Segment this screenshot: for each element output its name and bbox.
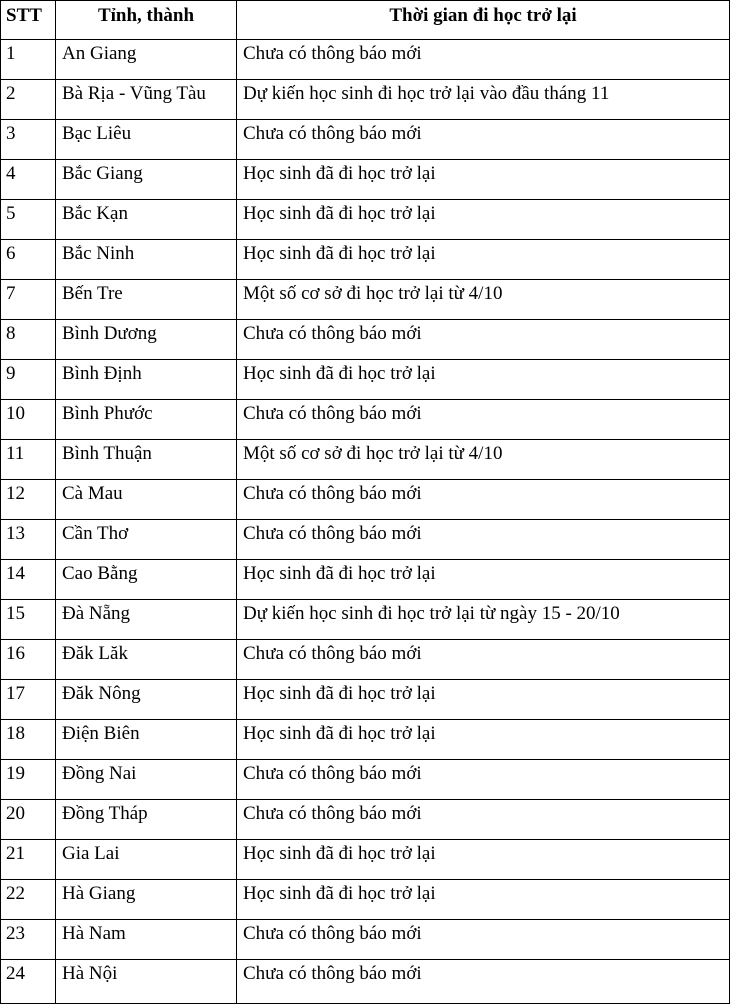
table-row [1,200,730,240]
cell-stt: 2 [1,80,56,120]
table-row [1,840,730,880]
table-row [1,920,730,960]
cell-stt: 24 [1,960,56,1004]
cell-province: Bến Tre [56,280,237,320]
table-row [1,880,730,920]
cell-stt: 16 [1,640,56,680]
table-row [1,360,730,400]
cell-time: Một số cơ sở đi học trở lại từ 4/10 [237,280,730,320]
cell-province: Đăk Lăk [56,640,237,680]
cell-province: Bình Định [56,360,237,400]
cell-time: Một số cơ sở đi học trở lại từ 4/10 [237,440,730,480]
cell-province: Hà Nội [56,960,237,1004]
cell-time: Chưa có thông báo mới [237,400,730,440]
header-province: Tỉnh, thành [56,1,237,40]
cell-stt: 5 [1,200,56,240]
cell-time: Chưa có thông báo mới [237,520,730,560]
header-stt: STT [1,1,56,40]
cell-stt: 21 [1,840,56,880]
cell-province: Bắc Ninh [56,240,237,280]
cell-time: Chưa có thông báo mới [237,40,730,80]
cell-stt: 12 [1,480,56,520]
cell-time: Học sinh đã đi học trở lại [237,360,730,400]
cell-stt: 14 [1,560,56,600]
cell-province: Đăk Nông [56,680,237,720]
cell-time: Chưa có thông báo mới [237,120,730,160]
cell-stt: 15 [1,600,56,640]
table-row [1,440,730,480]
cell-province: Đà Nẵng [56,600,237,640]
cell-time: Dự kiến học sinh đi học trở lại vào đầu tháng 11 [237,80,730,120]
cell-stt: 18 [1,720,56,760]
table-row [1,120,730,160]
table-row [1,320,730,360]
cell-stt: 4 [1,160,56,200]
cell-province: Điện Biên [56,720,237,760]
cell-province: Bà Rịa - Vũng Tàu [56,80,237,120]
cell-province: Bình Thuận [56,440,237,480]
cell-stt: 17 [1,680,56,720]
cell-stt: 1 [1,40,56,80]
table-row [1,480,730,520]
table-row [1,680,730,720]
table-row [1,600,730,640]
cell-province: Đồng Tháp [56,800,237,840]
cell-stt: 3 [1,120,56,160]
cell-time: Chưa có thông báo mới [237,920,730,960]
table-row [1,280,730,320]
cell-province: Hà Giang [56,880,237,920]
table-header-row [1,1,730,40]
cell-stt: 6 [1,240,56,280]
cell-time: Học sinh đã đi học trở lại [237,880,730,920]
cell-time: Chưa có thông báo mới [237,640,730,680]
cell-stt: 10 [1,400,56,440]
cell-time: Chưa có thông báo mới [237,960,730,1004]
cell-stt: 20 [1,800,56,840]
cell-province: Gia Lai [56,840,237,880]
table-row [1,240,730,280]
table-row [1,40,730,80]
cell-province: Cao Bằng [56,560,237,600]
cell-province: Đồng Nai [56,760,237,800]
table-row [1,80,730,120]
cell-province: Bắc Giang [56,160,237,200]
cell-province: Bắc Kạn [56,200,237,240]
cell-time: Học sinh đã đi học trở lại [237,840,730,880]
cell-province: Bạc Liêu [56,120,237,160]
cell-time: Học sinh đã đi học trở lại [237,720,730,760]
table-body [1,40,730,1004]
table-row [1,560,730,600]
cell-time: Học sinh đã đi học trở lại [237,560,730,600]
table-row [1,960,730,1004]
table-row [1,520,730,560]
table-row [1,760,730,800]
cell-province: Cà Mau [56,480,237,520]
cell-time: Học sinh đã đi học trở lại [237,680,730,720]
cell-time: Chưa có thông báo mới [237,320,730,360]
cell-stt: 9 [1,360,56,400]
cell-stt: 8 [1,320,56,360]
cell-stt: 13 [1,520,56,560]
cell-stt: 23 [1,920,56,960]
cell-time: Học sinh đã đi học trở lại [237,240,730,280]
cell-time: Học sinh đã đi học trở lại [237,200,730,240]
table-row [1,800,730,840]
cell-stt: 19 [1,760,56,800]
cell-province: An Giang [56,40,237,80]
table-row [1,400,730,440]
cell-province: Cần Thơ [56,520,237,560]
cell-stt: 7 [1,280,56,320]
header-time: Thời gian đi học trở lại [237,1,730,40]
cell-province: Bình Dương [56,320,237,360]
table-row [1,160,730,200]
cell-stt: 11 [1,440,56,480]
cell-time: Chưa có thông báo mới [237,480,730,520]
cell-time: Học sinh đã đi học trở lại [237,160,730,200]
cell-time: Dự kiến học sinh đi học trở lại từ ngày 15 - 20/10 [237,600,730,640]
cell-time: Chưa có thông báo mới [237,800,730,840]
table-row [1,720,730,760]
cell-time: Chưa có thông báo mới [237,760,730,800]
cell-stt: 22 [1,880,56,920]
cell-province: Bình Phước [56,400,237,440]
cell-province: Hà Nam [56,920,237,960]
table-row [1,640,730,680]
